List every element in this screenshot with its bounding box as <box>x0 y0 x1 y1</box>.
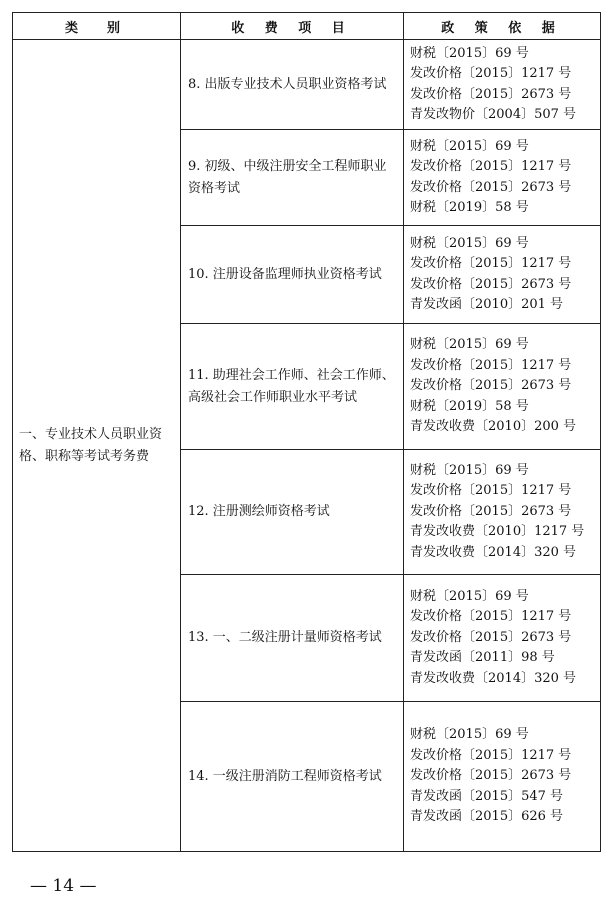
policy-line: 财税〔2015〕69 号 <box>410 235 529 251</box>
policy-line: 发改价格〔2015〕1217 号 <box>410 747 572 763</box>
fee-item-cell: 8. 出版专业技术人员职业资格考试 <box>181 40 404 130</box>
policy-line: 青发改收费〔2010〕1217 号 <box>410 524 585 540</box>
policy-line: 发改价格〔2015〕1217 号 <box>410 256 572 271</box>
header-category: 类 别 <box>13 13 181 40</box>
policy-line: 青发改函〔2015〕626 号 <box>410 809 564 825</box>
policy-line: 财税〔2015〕69 号 <box>410 138 529 154</box>
policy-basis-cell <box>404 324 601 450</box>
policy-line: 财税〔2015〕69 号 <box>410 45 529 61</box>
policy-line: 发改价格〔2015〕1217 号 <box>410 609 572 625</box>
policy-line: 发改价格〔2015〕2673 号 <box>410 378 572 394</box>
fee-table <box>12 12 601 852</box>
fee-item-cell: 14. 一级注册消防工程师资格考试 <box>181 702 404 852</box>
policy-line: 发改价格〔2015〕2673 号 <box>410 276 572 292</box>
category-cell: 一、专业技术人员职业资格、职称等考试考务费 <box>13 40 181 852</box>
policy-line: 财税〔2015〕69 号 <box>410 337 529 353</box>
fee-item-cell: 9. 初级、中级注册安全工程师职业资格考试 <box>181 130 404 226</box>
policy-line: 发改价格〔2015〕1217 号 <box>410 159 572 174</box>
policy-basis-cell <box>404 130 601 226</box>
policy-line: 财税〔2015〕69 号 <box>410 727 529 743</box>
policy-line: 发改价格〔2015〕2673 号 <box>410 768 572 784</box>
fee-item-cell: 11. 助理社会工作师、社会工作师、高级社会工作师职业水平考试 <box>181 324 404 450</box>
policy-basis-cell <box>404 40 601 130</box>
policy-line: 财税〔2019〕58 号 <box>410 200 529 215</box>
policy-line: 青发改收费〔2014〕320 号 <box>410 670 577 686</box>
fee-item-cell: 12. 注册测绘师资格考试 <box>181 450 404 575</box>
policy-line: 青发改函〔2010〕201 号 <box>410 297 564 312</box>
policy-line: 发改价格〔2015〕2673 号 <box>410 503 572 519</box>
policy-line: 财税〔2015〕69 号 <box>410 588 529 604</box>
policy-line: 青发改函〔2015〕547 号 <box>410 788 564 804</box>
policy-line: 发改价格〔2015〕1217 号 <box>410 357 572 373</box>
policy-line: 青发改收费〔2014〕320 号 <box>410 544 577 560</box>
policy-line: 青发改物价〔2004〕507 号 <box>410 107 577 122</box>
policy-basis-cell <box>404 226 601 324</box>
header-row <box>13 13 601 40</box>
policy-line: 发改价格〔2015〕2673 号 <box>410 86 572 102</box>
header-policy-basis: 政 策 依 据 <box>404 13 601 40</box>
policy-line: 发改价格〔2015〕2673 号 <box>410 179 572 195</box>
policy-line: 发改价格〔2015〕1217 号 <box>410 66 572 81</box>
fee-item-cell: 10. 注册设备监理师执业资格考试 <box>181 226 404 324</box>
policy-basis-cell <box>404 575 601 702</box>
policy-line: 青发改收费〔2010〕200 号 <box>410 419 577 435</box>
header-fee-item: 收 费 项 目 <box>181 13 404 40</box>
table-row <box>13 40 601 130</box>
page-number: — 14 — <box>30 876 97 896</box>
policy-basis-cell <box>404 702 601 852</box>
policy-line: 发改价格〔2015〕2673 号 <box>410 629 572 645</box>
policy-line: 青发改函〔2011〕98 号 <box>410 650 555 666</box>
policy-basis-cell <box>404 450 601 575</box>
policy-line: 财税〔2015〕69 号 <box>410 462 529 478</box>
fee-item-cell: 13. 一、二级注册计量师资格考试 <box>181 575 404 702</box>
policy-line: 财税〔2019〕58 号 <box>410 398 529 414</box>
policy-line: 发改价格〔2015〕1217 号 <box>410 483 572 499</box>
